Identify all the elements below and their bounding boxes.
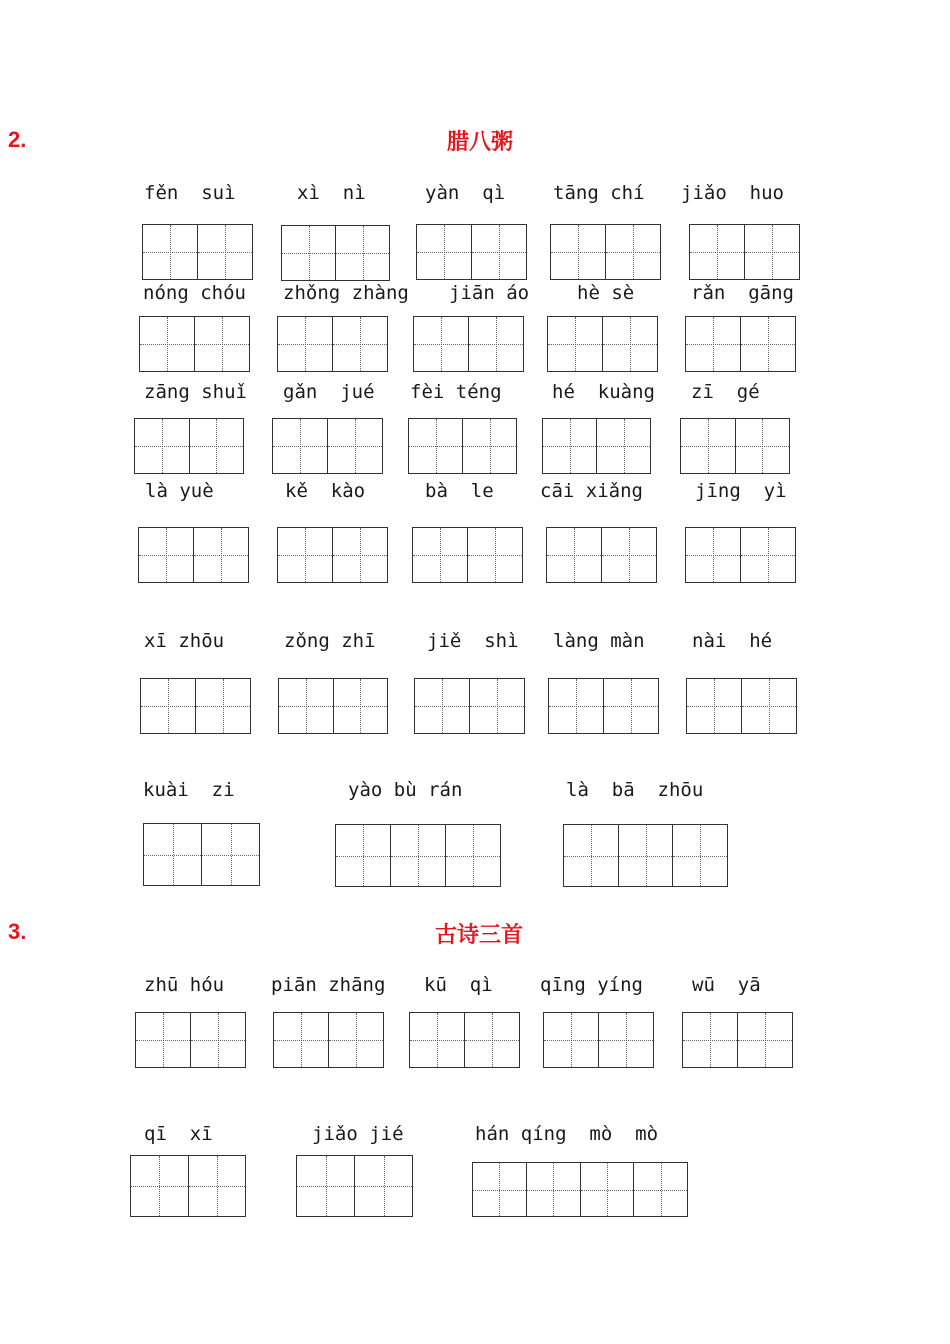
pinyin-label: zhǒng zhàng <box>283 282 409 304</box>
pinyin-label: yào bù rán <box>348 779 463 801</box>
pinyin-label: wū yā <box>692 974 761 996</box>
pinyin-label: hè sè <box>577 282 635 304</box>
writing-grid[interactable] <box>130 1155 246 1217</box>
pinyin-label: là bā zhōu <box>566 779 704 801</box>
section-title: 古诗三首 <box>435 923 524 948</box>
writing-grid[interactable] <box>685 527 796 583</box>
writing-grid[interactable] <box>546 527 657 583</box>
writing-grid[interactable] <box>563 824 728 887</box>
writing-grid[interactable] <box>142 224 253 280</box>
pinyin-label: qīng yíng <box>540 974 643 996</box>
pinyin-label: zī gé <box>691 381 760 403</box>
writing-grid[interactable] <box>335 824 501 887</box>
pinyin-label: jiě shì <box>427 630 519 652</box>
writing-grid[interactable] <box>547 316 658 372</box>
writing-grid[interactable] <box>277 527 388 583</box>
pinyin-label: nài hé <box>692 630 773 652</box>
writing-grid[interactable] <box>680 418 790 474</box>
writing-grid[interactable] <box>686 678 797 734</box>
pinyin-label: qī xī <box>144 1123 213 1145</box>
pinyin-label: jīng yì <box>695 480 787 502</box>
writing-grid[interactable] <box>413 316 524 372</box>
writing-grid[interactable] <box>273 1012 384 1068</box>
writing-grid[interactable] <box>143 823 260 886</box>
pinyin-label: jiān áo <box>449 282 530 304</box>
pinyin-label: xì nì <box>297 182 366 204</box>
writing-grid[interactable] <box>140 678 251 734</box>
pinyin-label: hán qíng mò mò <box>475 1123 659 1145</box>
writing-grid[interactable] <box>412 527 523 583</box>
pinyin-label: xī zhōu <box>144 630 225 652</box>
pinyin-label: cāi xiǎng <box>540 480 643 502</box>
pinyin-label: zhū hóu <box>144 974 225 996</box>
writing-grid[interactable] <box>281 225 390 281</box>
section-number: 3. <box>8 919 27 944</box>
writing-grid[interactable] <box>548 678 659 734</box>
pinyin-label: jiǎo jié <box>312 1123 404 1145</box>
pinyin-label: fěn suì <box>144 182 236 204</box>
pinyin-label: rǎn gāng <box>691 282 794 304</box>
pinyin-label: zǒng zhī <box>284 630 376 652</box>
writing-grid[interactable] <box>416 224 527 280</box>
section-title: 腊八粥 <box>447 130 514 155</box>
pinyin-label: kuài zi <box>143 779 235 801</box>
writing-grid[interactable] <box>543 1012 654 1068</box>
pinyin-label: jiǎo huo <box>681 182 784 204</box>
writing-grid[interactable] <box>409 1012 520 1068</box>
writing-grid[interactable] <box>135 1012 246 1068</box>
writing-grid[interactable] <box>682 1012 793 1068</box>
writing-grid[interactable] <box>550 224 661 280</box>
pinyin-label: gǎn jué <box>283 381 375 403</box>
writing-grid[interactable] <box>278 678 388 734</box>
writing-grid[interactable] <box>272 418 383 474</box>
writing-grid[interactable] <box>277 316 388 372</box>
writing-grid[interactable] <box>408 418 517 474</box>
writing-grid[interactable] <box>138 527 249 583</box>
pinyin-label: nóng chóu <box>143 282 246 304</box>
writing-grid[interactable] <box>542 418 651 474</box>
pinyin-label: piān zhāng <box>271 974 386 996</box>
pinyin-label: hé kuàng <box>552 381 655 403</box>
section-number: 2. <box>8 127 27 152</box>
pinyin-label: zāng shuǐ <box>144 381 247 403</box>
pinyin-label: yàn qì <box>425 182 506 204</box>
pinyin-label: là yuè <box>145 480 214 502</box>
writing-grid[interactable] <box>685 316 796 372</box>
pinyin-label: bà le <box>425 480 494 502</box>
pinyin-label: kě kào <box>285 480 366 502</box>
pinyin-label: fèi téng <box>410 381 502 403</box>
writing-grid[interactable] <box>296 1155 413 1217</box>
pinyin-label: làng màn <box>553 630 645 652</box>
writing-grid[interactable] <box>472 1162 688 1217</box>
writing-grid[interactable] <box>689 224 800 280</box>
writing-grid[interactable] <box>414 678 525 734</box>
pinyin-label: tāng chí <box>553 182 645 204</box>
writing-grid[interactable] <box>134 418 244 474</box>
pinyin-label: kū qì <box>424 974 493 996</box>
writing-grid[interactable] <box>139 316 250 372</box>
